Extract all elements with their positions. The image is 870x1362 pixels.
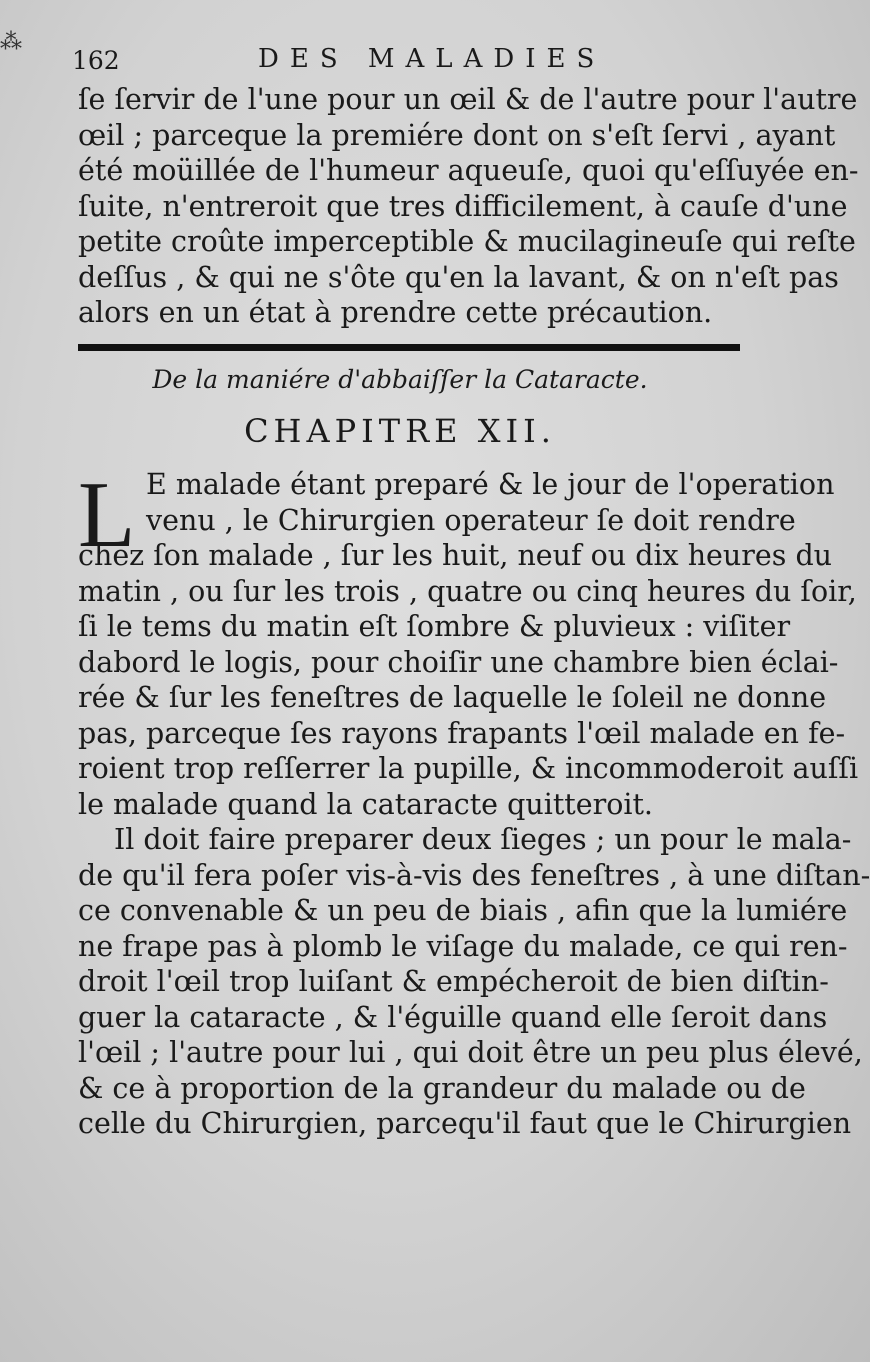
text-line: matin , ou ſur les trois , quatre ou cinq heures du ſoir, (78, 574, 857, 608)
continuation-paragraph (78, 82, 859, 331)
chapter-heading: CHAPITRE XII. (244, 412, 556, 450)
text-line: petite croûte imperceptible & mucilagineuſe qui reſte (78, 225, 856, 258)
running-head: DES MALADIES (258, 44, 606, 74)
text-line: alors en un état à prendre cette précaution. (78, 296, 713, 329)
text-line: rée & ſur les feneſtres de laquelle le ſoleil ne donne (78, 681, 827, 714)
section-rule (78, 344, 740, 351)
text-line: l'œil ; l'autre pour lui , qui doit être un peu plus élevé, (78, 1036, 863, 1069)
text-line: ſi le tems du matin eſt ſombre & pluvieux : viſiter (78, 610, 791, 643)
text-line: roient trop reſſerrer la pupille, & incommoderoit auſſi (78, 752, 859, 785)
text-line: dabord le logis, pour choiſir une chambre bien éclai- (78, 645, 839, 679)
text-line: œil ; parceque la premiére dont on s'eſt ſervi , ayant (78, 118, 836, 152)
text-line: E malade étant preparé & le jour de l'operation (146, 468, 835, 501)
first-paragraph-indented (146, 467, 835, 538)
text-line: de qu'il fera poſer vis-à-vis des feneſtres , à une diſtan- (78, 858, 870, 892)
text-line: ſe ſervir de l'une pour un œil & de l'autre pour l'autre (78, 83, 858, 116)
margin-ornament: ⁂ (0, 30, 22, 55)
text-line: le malade quand la cataracte quitteroit. (78, 787, 653, 821)
text-line: venu , le Chirurgien operateur ſe doit rendre (146, 503, 796, 537)
second-paragraph (78, 822, 870, 1142)
page-number: 162 (72, 46, 120, 75)
text-line: pas, parceque ſes rayons frapants l'œil malade en fe- (78, 716, 846, 750)
text-line: ce convenable & un peu de biais , afin que la lumiére (78, 894, 848, 927)
text-line: droit l'œil trop luiſant & empécheroit de bien diſtin- (78, 965, 829, 998)
text-line: ſuite, n'entreroit que tres difficilement, à cauſe d'une (78, 189, 848, 223)
text-line: deſſus , & qui ne s'ôte qu'en la lavant, & on n'eſt pas (78, 260, 839, 294)
text-line: été moüillée de l'humeur aqueuſe, quoi qu'eſſuyée en- (78, 154, 859, 187)
text-line: ne frape pas à plomb le viſage du malade, ce qui ren- (78, 929, 848, 963)
section-title: De la maniére d'abbaiſſer la Cataracte. (152, 365, 648, 394)
text-line: Il doit faire preparer deux ſieges ; un pour le mala- (114, 823, 852, 856)
text-line: guer la cataracte , & l'éguille quand elle ſeroit dans (78, 1000, 828, 1034)
first-paragraph (78, 538, 859, 822)
text-line: & ce à proportion de la grandeur du malade ou de (78, 1071, 806, 1105)
drop-cap: L (78, 463, 136, 567)
text-line: celle du Chirurgien, parcequ'il faut que le Chirurgien (78, 1107, 852, 1140)
text-line: chez ſon malade , ſur les huit, neuf ou dix heures du (78, 539, 833, 572)
